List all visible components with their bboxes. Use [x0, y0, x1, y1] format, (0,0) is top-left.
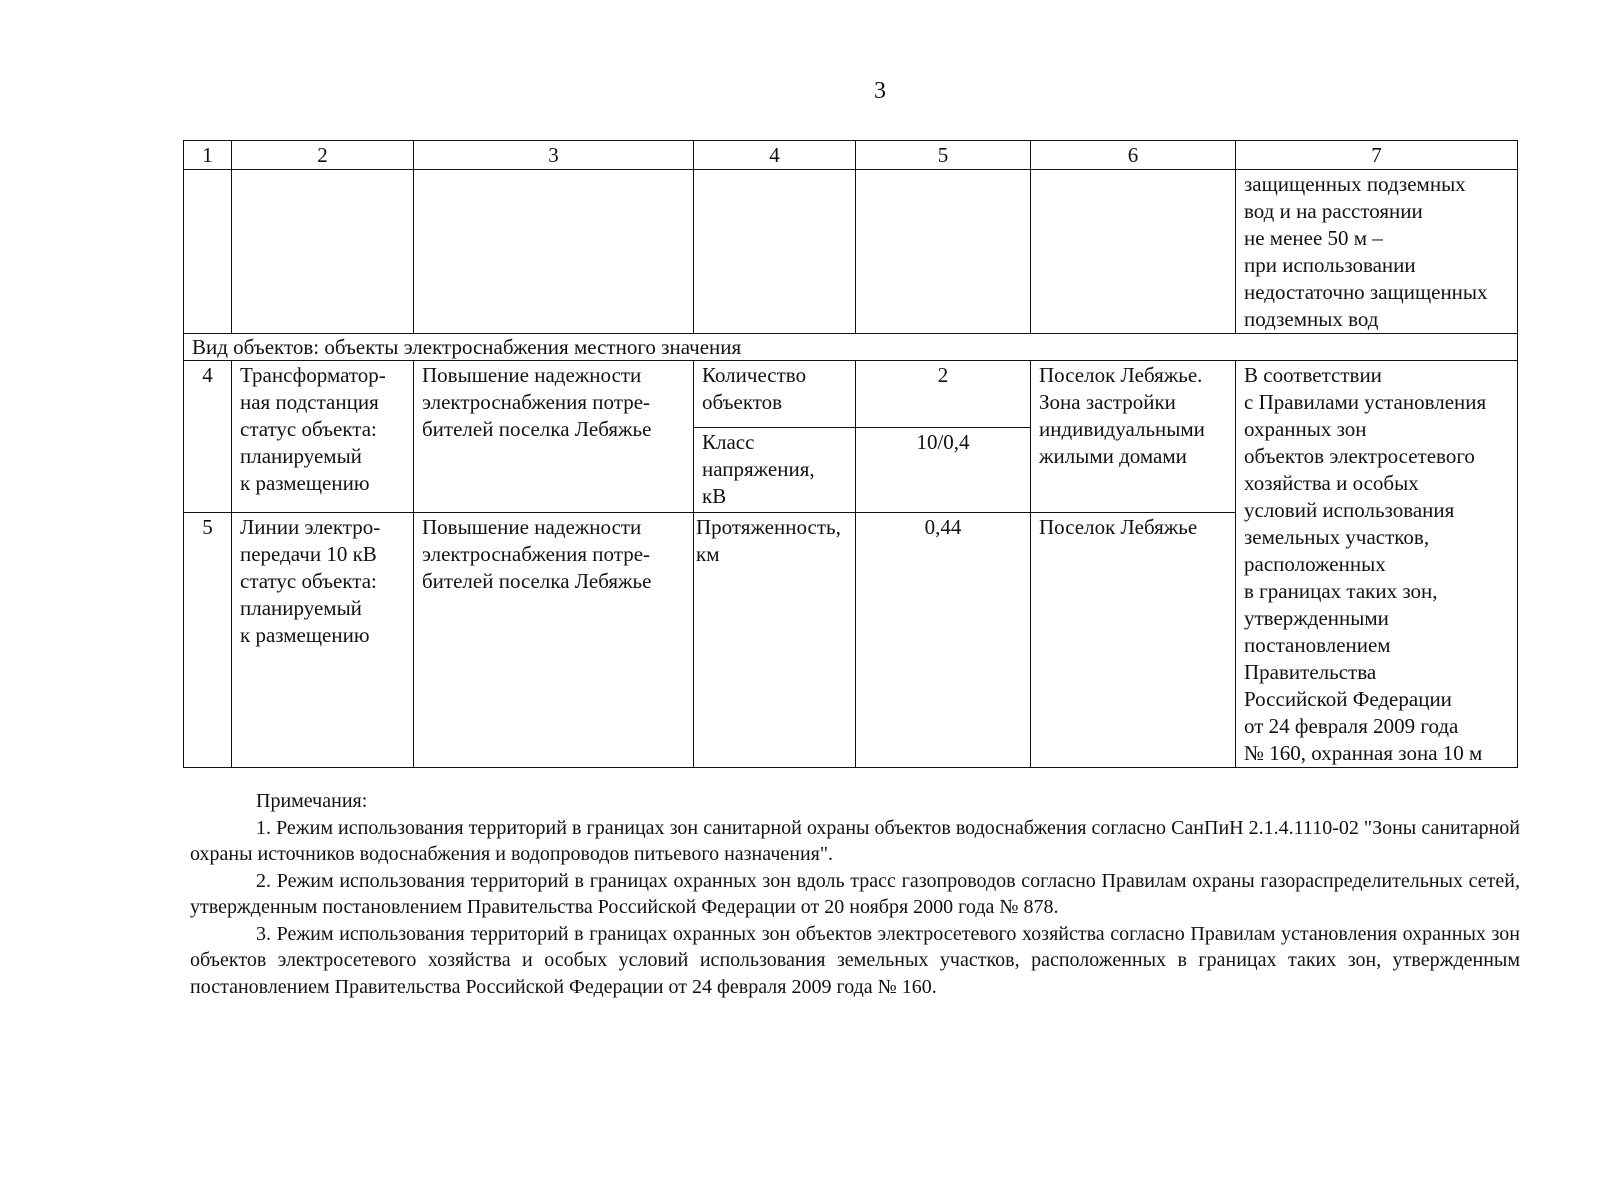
cell-line: бителей поселка Лебяжье [422, 417, 652, 441]
parameter-cell [694, 361, 856, 428]
cell-line: земельных участков, [1244, 525, 1430, 549]
cell-line: в границах таких зон, [1244, 579, 1438, 603]
location-cell [1031, 361, 1236, 513]
cell-line: объектов электросетевого [1244, 444, 1475, 468]
cell-line: жилыми домами [1039, 444, 1187, 468]
note-item: 2. Режим использования территорий в границах охранных зон вдоль трасс газопроводов согласно Правилам охраны газораспределительных сетей, утвержденным постановлением Правительства Российской Федерации от 20 ноября 2000 года № 878. [190, 869, 1520, 918]
section-title: Вид объектов: объекты электроснабжения местного значения [184, 334, 1518, 361]
cell-line: Российской Федерации [1244, 687, 1452, 711]
cell-line: Зона застройки [1039, 390, 1176, 414]
cell-line: Трансформатор- [240, 363, 386, 387]
cell-line: планируемый [240, 444, 362, 468]
cell-line: Повышение надежности [422, 363, 642, 387]
cell-line: электроснабжения потре- [422, 541, 651, 566]
header-cell: 5 [856, 141, 1031, 170]
cell-line: от 24 февраля 2009 года [1244, 714, 1459, 738]
table-row [184, 361, 1518, 428]
cell-line: к размещению [240, 471, 370, 495]
value-cell: 2 [856, 361, 1031, 428]
cell-line: защищенных подземных [1244, 172, 1466, 196]
empty-cell [1031, 170, 1236, 334]
purpose-cell [414, 361, 694, 513]
parameter-cell [694, 428, 856, 513]
continued-zone-cell [1236, 170, 1518, 334]
cell-line: В соответствии [1244, 363, 1382, 387]
cell-line: передачи 10 кВ [240, 541, 377, 566]
header-cell: 1 [184, 141, 232, 170]
cell-line: Поселок Лебяжье. [1039, 363, 1203, 387]
row-number: 5 [184, 512, 232, 767]
cell-line: км [696, 541, 720, 566]
cell-line: напряжения, [702, 457, 815, 482]
header-cell: 6 [1031, 141, 1236, 170]
object-name-cell [232, 512, 414, 767]
cell-line: объектов [702, 390, 783, 414]
cell-line: к размещению [240, 622, 370, 647]
notes-title: Примечания: [256, 790, 368, 812]
parameter-cell [694, 512, 856, 767]
cell-line: при использовании [1244, 253, 1416, 277]
location-cell: Поселок Лебяжье [1031, 512, 1236, 767]
object-name-cell [232, 361, 414, 513]
empty-cell [232, 170, 414, 334]
section-row [184, 334, 1518, 361]
empty-cell [184, 170, 232, 334]
value-cell: 0,44 [856, 512, 1031, 767]
cell-line: электроснабжения потре- [422, 390, 651, 414]
purpose-cell [414, 512, 694, 767]
header-cell: 4 [694, 141, 856, 170]
cell-line: ная подстанция [240, 390, 379, 414]
cell-line: Правительства [1244, 660, 1377, 684]
cell-line: расположенных [1244, 552, 1386, 576]
cell-line: утвержденными [1244, 606, 1389, 630]
row-number: 4 [184, 361, 232, 513]
cell-line: Количество [702, 363, 807, 387]
value-cell: 10/0,4 [856, 428, 1031, 513]
note-item: 1. Режим использования территорий в границах зон санитарной охраны объектов водоснабжения согласно СанПиН 2.1.4.1110-02 "Зоны санитарной охраны источников водоснабжения и водопроводов питьевого назначения". [190, 816, 1520, 865]
cell-line: бителей поселка Лебяжье [422, 568, 652, 593]
table-row-continued [184, 170, 1518, 334]
cell-line: статус объекта: [240, 417, 377, 441]
cell-line: подземных вод [1244, 307, 1379, 331]
header-cell: 7 [1236, 141, 1518, 170]
cell-line: не менее 50 м – [1244, 226, 1383, 250]
cell-line: вод и на расстоянии [1244, 199, 1423, 223]
cell-line: Линии электро- [240, 514, 381, 539]
cell-line: кВ [702, 484, 727, 509]
empty-cell [856, 170, 1031, 334]
zone-cell [1236, 361, 1518, 768]
cell-line: недостаточно защищенных [1244, 280, 1488, 304]
cell-line: постановлением [1244, 633, 1391, 657]
cell-line: статус объекта: [240, 568, 377, 593]
header-cell: 3 [414, 141, 694, 170]
cell-line: № 160, охранная зона 10 м [1244, 741, 1483, 765]
cell-line: с Правилами установления [1244, 390, 1487, 414]
cell-line: планируемый [240, 595, 362, 620]
cell-line: Повышение надежности [422, 514, 642, 539]
cell-line: Класс [702, 430, 755, 455]
cell-line: индивидуальными [1039, 417, 1205, 441]
header-cell: 2 [232, 141, 414, 170]
empty-cell [694, 170, 856, 334]
cell-line: хозяйства и особых [1244, 471, 1419, 495]
objects-table [183, 140, 1518, 768]
notes-section [190, 788, 1520, 1000]
page-number: 3 [874, 78, 886, 104]
note-item: 3. Режим использования территорий в границах охранных зон объектов электросетевого хозяйства согласно Правилам установления охранных зон объектов электросетевого хозяйства и особых условий использования земельных участков, расположенных в границах таких зон, утвержденным постановлением Правительства Российской Федерации от 24 февраля 2009 года № 160. [190, 922, 1520, 998]
cell-line: охранных зон [1244, 417, 1367, 441]
cell-line: условий использования [1244, 498, 1455, 522]
cell-line: Протяженность, [696, 514, 841, 539]
empty-cell [414, 170, 694, 334]
table-header-row [184, 141, 1518, 170]
